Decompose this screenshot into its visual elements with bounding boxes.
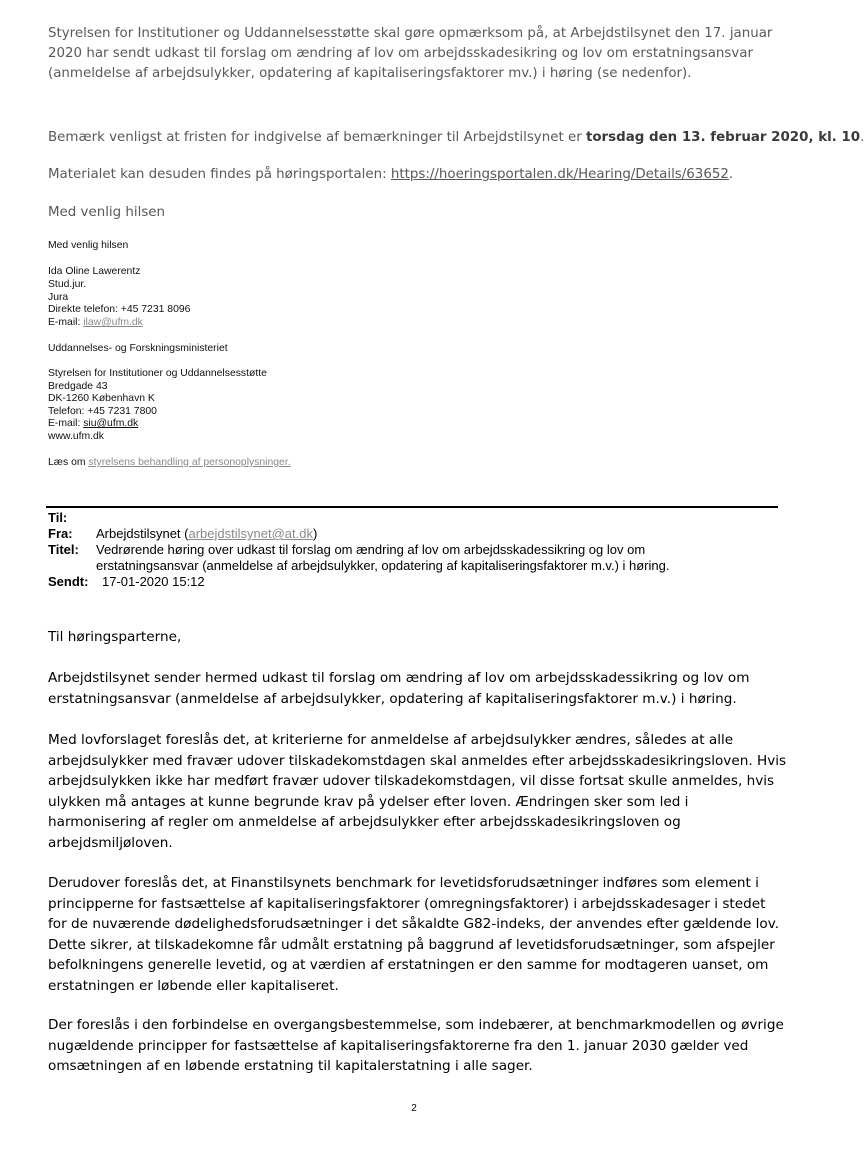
signature-phone: Direkte telefon: +45 7231 8096 — [48, 304, 191, 315]
from-label: Fra: — [48, 526, 73, 541]
subject-line-1: Vedrørende høring over udkast til forslag om ændring af lov om arbejdsskadessikring og lov om — [96, 542, 646, 557]
signature-email-line: E-mail: ilaw@ufm.dk — [48, 317, 143, 328]
subject-line-2: erstatningsansvar (anmeldelse af arbejdsulykker, opdatering af kapitaliseringsfaktorer m.v.) i høring. — [96, 558, 670, 573]
signature-title: Stud.jur. — [48, 279, 87, 290]
to-label: Til: — [48, 510, 68, 525]
deadline-paragraph: Bemærk venligst at fristen for indgivelse af bemærkninger til Arbejdstilsynet er torsdag den 13. februar 2020, kl. 10. — [48, 130, 864, 145]
intro-paragraph: Styrelsen for Institutioner og Uddannelsesstøtte skal gøre opmærksom på, at Arbejdstilsynet den 17. januar 2020 har sendt udkast til forslag om ændring af lov om arbejdsskadesikring og lov om erstatningsansvar (anmeldelse af arbejdsulykker, opdatering af kapitaliseringsfaktorer mv.) i høring (se nedenfor). — [48, 26, 773, 81]
agency-website-link[interactable]: www.ufm.dk — [48, 431, 105, 442]
subject-label: Titel: — [48, 542, 79, 557]
page-number: 2 — [411, 1103, 417, 1114]
message-paragraph-1: Arbejdstilsynet sender hermed udkast til forslag om ændring af lov om arbejdsskadessikring og lov om erstatningsansvar (anmeldelse af arbejdsulykker, opdatering af kapitaliseringsfaktorer m.v.) i høring. — [48, 670, 750, 707]
message-paragraph-2: Med lovforslaget foreslås det, at kriterierne for anmeldelse af arbejdsulykker ændres, således at alle arbejdsulykker med fravær udover tilskadekomstdagen skal anmeldes efter arbejdsskadesikringsloven. Hvis arbejdsulykken ikke har medført fravær udover tilskadekomstdagen, vil disse fortsat skulle anmeldes, hvis ulykken må antages at kunne begrunde krav på ydelser efter loven. Ændringen sker som led i harmonisering af regler om anmeldelse af arbejdsulykker efter arbejdsskadesikringsloven og arbejdsmiljøloven. — [48, 732, 787, 851]
message-paragraph-3: Derudover foreslås det, at Finanstilsynets benchmark for levetidsforudsætninger indføres som element i principperne for fastsættelse af kapitaliseringsfaktorer (omregningsfaktorer) i arbejdsskadesager i stedet for de nuværende dødelighedsforudsætninger i det såkaldte G82-indeks, der anvendes efter gældende lov. Dette sikrer, at tilskadekomne får udmålt erstatning på baggrund af levetidsforudsætninger, som afspejler befolkningens generelle levetid, og at værdien af erstatningen er den samme for modtageren uanset, om erstatningen er løbende eller kapitaliseret. — [48, 875, 780, 994]
message-salutation: Til høringsparterne, — [48, 629, 182, 645]
header-separator — [46, 506, 778, 508]
hearing-portal-link[interactable]: https://hoeringsportalen.dk/Hearing/Details/63652 — [390, 167, 729, 182]
agency-email-line: E-mail: siu@ufm.dk — [48, 418, 139, 429]
agency-name: Styrelsen for Institutioner og Uddannelsesstøtte — [48, 368, 267, 379]
sent-value: 17-01-2020 15:12 — [102, 574, 205, 589]
signature-email-link[interactable]: ilaw@ufm.dk — [83, 317, 143, 328]
portal-paragraph: Materialet kan desuden findes på høringsportalen: https://hoeringsportalen.dk/Hearing/Details/63652. — [48, 167, 734, 182]
agency-phone: Telefon: +45 7231 7800 — [48, 406, 157, 417]
from-value: Arbejdstilsynet (arbejdstilsynet@at.dk) — [96, 526, 318, 541]
signature-greeting: Med venlig hilsen — [48, 240, 129, 251]
signature-dept: Jura — [48, 292, 69, 303]
message-paragraph-4: Der foreslås i den forbindelse en overgangsbestemmelse, som indebærer, at benchmarkmodellen og øvrige nugældende principper for fastsættelse af kapitaliseringsfaktorerne fra den 1. januar 2030 gælder ved omsætningen af en løbende erstatning til kapitalerstatning i alle sager. — [48, 1017, 784, 1074]
privacy-link[interactable]: styrelsens behandling af personoplysninger. — [88, 457, 291, 468]
agency-email-link[interactable]: siu@ufm.dk — [83, 418, 139, 429]
agency-street: Bredgade 43 — [48, 381, 108, 392]
sent-label: Sendt: — [48, 574, 89, 589]
privacy-line: Læs om styrelsens behandling af personoplysninger. — [48, 457, 291, 468]
agency-city: DK-1260 København K — [48, 393, 155, 404]
from-email-link[interactable]: arbejdstilsynet@at.dk — [188, 526, 313, 541]
signature-name: Ida Oline Lawerentz — [48, 266, 141, 277]
deadline-bold: torsdag den 13. februar 2020, kl. 10 — [585, 130, 861, 145]
closing-greeting: Med venlig hilsen — [48, 205, 166, 220]
ministry-name: Uddannelses- og Forskningsministeriet — [48, 343, 228, 354]
